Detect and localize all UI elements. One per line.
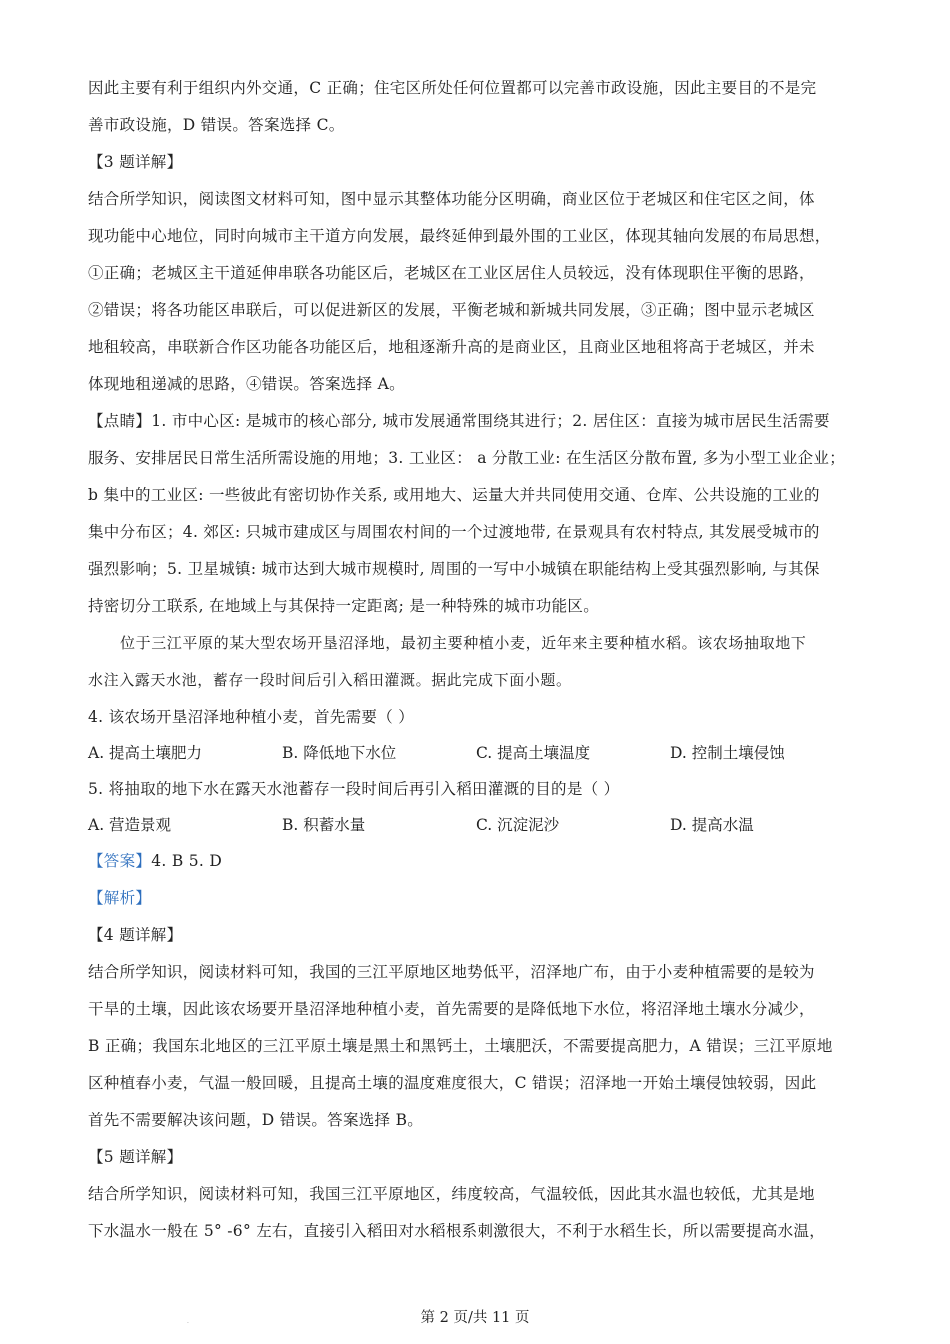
document-page: [88, 70, 866, 1250]
section-heading-q5: 【5 题详解】: [88, 1148, 183, 1166]
text-line: 结合所学知识，阅读材料可知，我国的三江平原地区地势低平，沼泽地广布，由于小麦种植需要的是较为: [88, 963, 815, 981]
option-b: B. 降低地下水位: [282, 744, 397, 762]
question-5: [88, 771, 866, 843]
tip-line: 服务、安排居民日常生活所需设施的用地；3. 工业区： a 分散工业: 在生活区分散布置, 多为小型工业企业；: [88, 449, 846, 467]
answer-label: 【答案】: [88, 852, 152, 870]
text-line: 善市政设施，D 错误。答案选择 C。: [88, 116, 345, 134]
text-line: 地租较高，串联新合作区功能各功能区后，地租逐渐升高的是商业区，且商业区地租将高于老城区，并未: [88, 338, 815, 356]
bottom-section: [88, 917, 866, 1250]
passage-line: 水注入露天水池，蓄存一段时间后引入稻田灌溉。据此完成下面小题。: [88, 671, 572, 689]
text-line: 结合所学知识，阅读图文材料可知，图中显示其整体功能分区明确，商业区位于老城区和住宅区之间，体: [88, 190, 815, 208]
scan-mark: ·: [187, 1320, 189, 1327]
answer-text: 4. B 5. D: [151, 852, 223, 870]
text-line: 区种植春小麦，气温一般回暖，且提高土壤的温度难度很大，C 错误；沼泽地一开始土壤侵蚀较弱，因此: [88, 1074, 817, 1092]
section-heading-q3: 【3 题详解】: [88, 153, 183, 171]
option-a: A. 营造景观: [88, 816, 172, 834]
text-line: 结合所学知识，阅读材料可知，我国三江平原地区，纬度较高，气温较低，因此其水温也较低，尤其是地: [88, 1185, 815, 1203]
option-d: D. 控制土壤侵蚀: [670, 744, 785, 762]
option-c: C. 提高土壤温度: [476, 744, 591, 762]
question-stem: 5. 将抽取的地下水在露天水池蓄存一段时间后再引入稻田灌溉的目的是（ ）: [88, 780, 620, 798]
text-line: 体现地租递减的思路，④错误。答案选择 A。: [88, 375, 405, 393]
tip-line: 强烈影响；5. 卫星城镇: 城市达到大城市规模时, 周围的一写中小城镇在职能结构上受其强烈影响, 与其保: [88, 560, 820, 578]
top-section: [88, 70, 866, 625]
question-4: [88, 699, 866, 771]
tip-line: b 集中的工业区: 一些彼此有密切协作关系, 或用地大、运量大并共同使用交通、仓库、公共设施的工业的: [88, 486, 820, 504]
answer-line: [88, 843, 866, 880]
reading-passage: [88, 625, 866, 699]
analysis-label: 【解析】: [88, 889, 152, 907]
text-line: 干旱的土壤，因此该农场要开垦沼泽地种植小麦，首先需要的是降低地下水位，将沼泽地土壤水分减少，: [88, 1000, 815, 1018]
text-line: ②错误；将各功能区串联后，可以促进新区的发展，平衡老城和新城共同发展，③正确；图中显示老城区: [88, 301, 815, 319]
text-line: ①正确；老城区主干道延伸串联各功能区后，老城区在工业区居住人员较远，没有体现职住平衡的思路，: [88, 264, 815, 282]
tip-line: 【点睛】1. 市中心区: 是城市的核心部分, 城市发展通常围绕其进行；2. 居住区：直接为城市居民生活需要: [88, 412, 830, 430]
text-line: 现功能中心地位，同时向城市主干道方向发展，最终延伸到最外围的工业区，体现其轴向发展的布局思想，: [88, 227, 831, 245]
options-row: [88, 808, 866, 843]
question-stem: 4. 该农场开垦沼泽地种植小麦，首先需要（ ）: [88, 708, 415, 726]
text-line: 首先不需要解决该问题，D 错误。答案选择 B。: [88, 1111, 424, 1129]
option-a: A. 提高土壤肥力: [88, 744, 203, 762]
text-line: 因此主要有利于组织内外交通，C 正确；住宅区所处任何位置都可以完善市政设施，因此主要目的不是完: [88, 79, 817, 97]
option-c: C. 沉淀泥沙: [476, 816, 560, 834]
option-d: D. 提高水温: [670, 816, 754, 834]
text-line: B 正确；我国东北地区的三江平原土壤是黑土和黑钙土，土壤肥沃，不需要提高肥力，A 错误；三江平原地: [88, 1037, 833, 1055]
passage-line: 位于三江平原的某大型农场开垦沼泽地，最初主要种植小麦，近年来主要种植水稻。该农场抽取地下: [120, 634, 807, 652]
section-heading-q4: 【4 题详解】: [88, 926, 183, 944]
option-b: B. 积蓄水量: [282, 816, 366, 834]
text-line: 下水温水一般在 5° -6° 左右，直接引入稻田对水稻根系刺激很大，不利于水稻生长，所以需要提高水温，: [88, 1222, 826, 1240]
options-row: [88, 736, 866, 771]
tip-line: 集中分布区；4. 郊区: 只城市建成区与周围农村间的一个过渡地带, 在景观具有农村特点, 其发展受城市的: [88, 523, 820, 541]
page-footer: 第 2 页/共 11 页: [420, 1310, 530, 1326]
tip-line: 持密切分工联系, 在地域上与其保持一定距离; 是一种特殊的城市功能区。: [88, 597, 600, 615]
